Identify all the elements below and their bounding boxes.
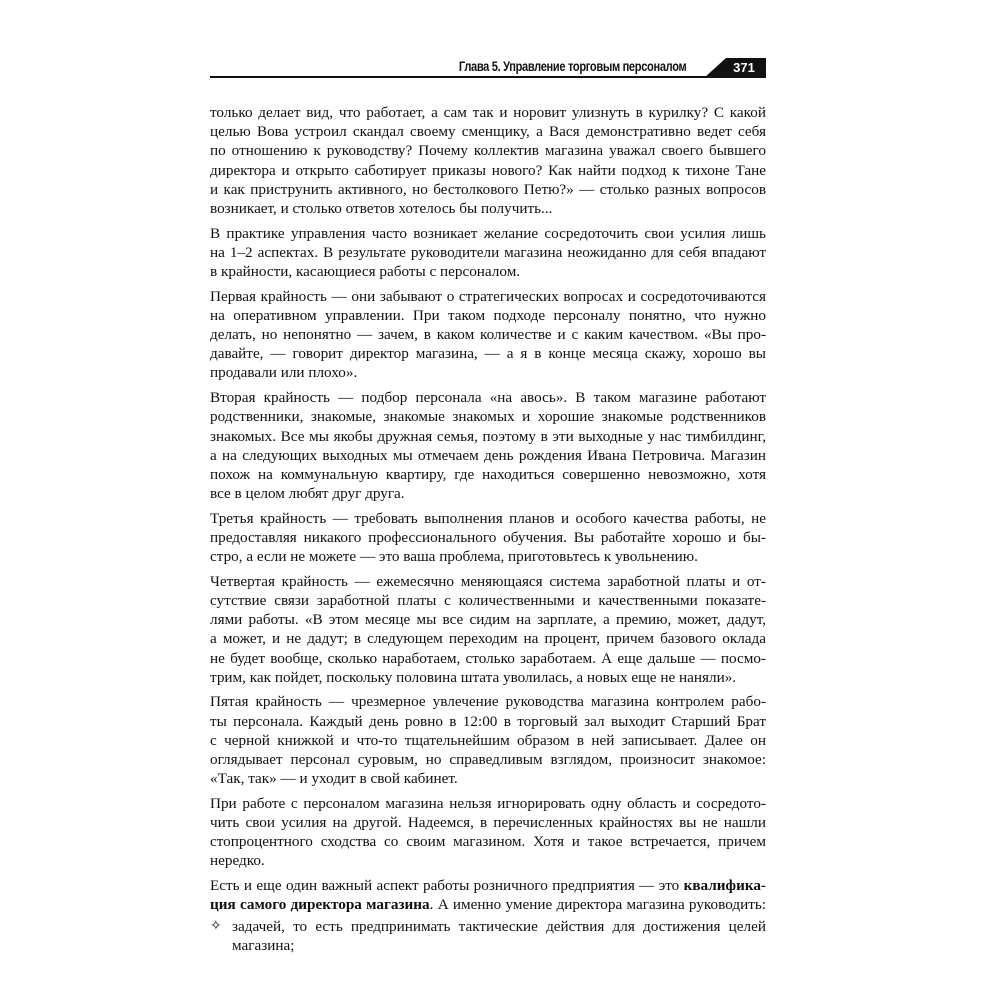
four-pointed-star-outline-icon: ✧: [210, 917, 222, 934]
text-line: лями работы. «В этом месяце мы все сидим на зарплате, а премию, может, дадут,: [210, 611, 766, 629]
text-line: целью Вова устроил скандал своему сменщику, а Вася демонстративно ведет себя: [210, 123, 766, 141]
text-line: стро, а если не можете — это ваша проблема, приготовьтесь к увольнению.: [210, 548, 698, 566]
text-line: Первая крайность — они забывают о стратегических вопросах и сосредоточиваются: [210, 287, 766, 305]
text-line: предоставляя никакого профессионального обучения. Вы работайте хорошо и бы-: [210, 528, 766, 546]
text-line: а может, и не дадут; в следующем переходим на процент, причем базового оклада: [210, 630, 766, 648]
paragraph: [210, 224, 766, 282]
text-line: и как приструнить активного, но бестолкового Петю?» — столько разных вопросов: [210, 180, 766, 198]
text-line: Третья крайность — требовать выполнения планов и особого качества работы, не: [210, 509, 766, 527]
paragraph: [210, 876, 766, 914]
text-line: по отношению к руководству? Почему коллектив магазина уважал своего бывшего: [210, 142, 766, 160]
text-line: «Так, так» — и уходит в свой кабинет.: [210, 770, 458, 788]
text-line: оглядывает персонал суровым, но справедливым взглядом, произносит знакомое:: [210, 751, 766, 768]
text-line: знакомых. Все мы якобы дружная семья, поэтому в эти выходные у нас тимбилдинг,: [210, 427, 766, 445]
text-line: родственники, знакомые, знакомые знакомых и хорошие знакомые родственников: [210, 408, 766, 426]
text-line: Четвертая крайность — ежемесячно меняющаяся система заработной платы и от-: [210, 572, 766, 590]
chapter-title: Глава 5. Управление торговым персоналом: [458, 59, 686, 74]
text-line: продавали или плохо».: [210, 364, 358, 382]
text-line: [210, 876, 766, 895]
text-line: на 1–2 аспектах. В результате руководители магазина неожиданно для себя впадают: [210, 243, 766, 261]
text-line: нередко.: [210, 852, 265, 870]
text-line: чить свои усилия на другой. Надеемся, в перечисленных крайностях вы не нашли: [210, 814, 766, 832]
text-line: похож на коммунальную квартиру, где находиться совершенно невозможно, хотя: [210, 465, 766, 483]
text-line: давайте, — говорит директор магазина, — а я в конце месяца скажу, хорошо вы: [210, 345, 766, 363]
text-line: все в целом любят друг друга.: [210, 485, 405, 503]
text-line: Вторая крайность — подбор персонала «на авось». В таком магазине работают: [210, 389, 766, 407]
paragraph: [210, 509, 766, 567]
header-rule: [210, 76, 766, 78]
text-span: Есть и еще один важный аспект работы розничного предприятия — это: [210, 877, 684, 895]
text-line: магазина;: [232, 936, 295, 954]
paragraph: [210, 794, 766, 871]
text-line: делать, но непонятно — зачем, в каком количестве и с каким качеством. «Вы про-: [210, 326, 766, 344]
bold-term: ция самого директора магазина: [210, 896, 430, 914]
paragraph: [210, 692, 766, 788]
text-line: в крайности, касающиеся работы с персоналом.: [210, 263, 521, 280]
text-line: а на следующих выходных мы отмечаем день рождения Ивана Петровича. Магазин: [210, 446, 766, 464]
paragraph: [210, 103, 766, 218]
text-line: задачей, то есть предпринимать тактические действия для достижения целей: [232, 917, 766, 935]
text-line: Пятая крайность — чрезмерное увлечение руководства магазина контролем рабо-: [210, 693, 766, 711]
list-item: [210, 917, 766, 955]
text-line: на оперативном управлении. При таком подходе персоналу понятно, что нужно: [210, 306, 766, 324]
text-line: не будет вообще, сколько наработаем, столько заработаем. А еще дальше — посмо-: [210, 649, 766, 667]
page-number: 371: [733, 60, 755, 75]
bold-term: квалифика-: [683, 877, 766, 895]
text-line: сутствие связи заработной платы с количественными и качественными показате-: [210, 592, 766, 609]
text-line: с черной книжкой и что-то тщательнейшим образом в ней записывает. Далее он: [210, 731, 766, 749]
text-span: . А именно умение директора магазина руководить:: [429, 896, 766, 914]
text-line: При работе с персоналом магазина нельзя игнорировать одну область и сосредото-: [210, 794, 766, 812]
paragraph: [210, 572, 766, 687]
running-header: [210, 58, 766, 78]
paragraph: [210, 388, 766, 503]
text-line: В практике управления часто возникает желание сосредоточить свои усилия лишь: [210, 224, 766, 242]
text-line: трим, как пойдет, поскольку половина штата уволилась, а новых еще не наняли».: [210, 668, 737, 686]
text-line: директора и открыто саботирует приказы нового? Как найти подход к тихоне Тане: [210, 161, 766, 179]
paragraph: [210, 287, 766, 383]
text-line: стопроцентного сходства со своим магазином. Хотя и такое встречается, причем: [210, 833, 766, 851]
page-body: [210, 103, 766, 955]
text-line: [210, 895, 766, 914]
text-line: ты персонала. Каждый день ровно в 12:00 в торговый зал выходит Старший Брат: [210, 712, 766, 730]
text-line: возникает, и столько ответов хотелось бы получить...: [210, 199, 553, 217]
text-line: только делает вид, что работает, а сам так и норовит улизнуть в курилку? С какой: [210, 104, 766, 121]
